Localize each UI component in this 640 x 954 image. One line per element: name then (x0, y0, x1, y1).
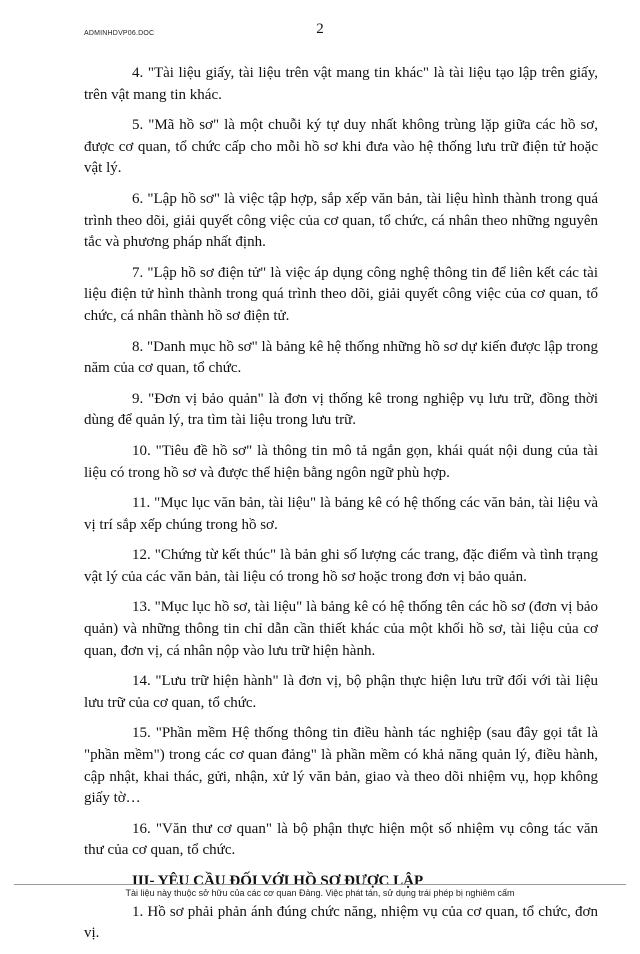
footer-notice: Tài liệu này thuộc sở hữu của các cơ quan Đảng. Việc phát tán, sử dụng trái phép bị nghiêm cấm (125, 888, 515, 898)
definition-paragraph-4: 4. "Tài liệu giấy, tài liệu trên vật mang tin khác" là tài liệu tạo lập trên giấy, trên vật mang tin khác. (84, 65, 598, 103)
definition-paragraph-14: 14. "Lưu trữ hiện hành" là đơn vị, bộ phận thực hiện lưu trữ đối với tài liệu lưu trữ của cơ quan, tổ chức. (84, 673, 598, 711)
definition-paragraph-10: 10. "Tiêu đề hồ sơ" là thông tin mô tả ngắn gọn, khái quát nội dung của tài liệu có trong hồ sơ và được thể hiện bằng ngôn ngữ phù hợp. (84, 442, 598, 481)
definition-paragraph-15: 15. "Phần mềm Hệ thống thông tin điều hành tác nghiệp (sau đây gọi tắt là "phần mềm") trong các cơ quan đảng" là phần mềm có khả năng quản lý, điều hành, cập nhật, khai thác, gửi, nhận, xử lý văn bản, giao và theo dõi nhiệm vụ, họp không giấy tờ… (84, 725, 598, 807)
definition-paragraph-8: 8. "Danh mục hồ sơ" là bảng kê hệ thống những hồ sơ dự kiến được lập trong năm của cơ quan, tổ chức. (84, 338, 598, 377)
definition-paragraph-13: 13. "Mục lục hồ sơ, tài liệu" là bảng kê có hệ thống tên các hồ sơ (đơn vị bảo quản) và những thông tin chỉ dẫn cần thiết khác của một khối hồ sơ, tài liệu của cơ quan, đơn vị, cá nhân nộp vào lưu trữ hiện hành. (84, 599, 598, 659)
definition-paragraph-5: 5. "Mã hồ sơ" là một chuỗi ký tự duy nhất không trùng lặp giữa các hồ sơ, được cơ quan, tổ chức cấp cho mỗi hồ sơ khi đưa vào hệ thống lưu trữ điện tử hoặc vật lý. (84, 117, 598, 177)
header-file-name: ADMINHDVP06.DOC (84, 30, 155, 37)
definition-paragraph-16: 16. "Văn thư cơ quan" là bộ phận thực hiện một số nhiệm vụ công tác văn thư của cơ quan, tổ chức. (84, 820, 598, 859)
page-number: 2 (316, 21, 324, 37)
document-body (84, 63, 598, 954)
section-heading: III- YÊU CẦU ĐỐI VỚI HỒ SƠ ĐƯỢC LẬP (132, 873, 424, 889)
definition-paragraph-11: 11. "Mục lục văn bản, tài liệu" là bảng kê có hệ thống các văn bản, tài liệu và vị trí sắp xếp chúng trong hồ sơ. (84, 495, 598, 533)
definition-paragraph-6: 6. "Lập hồ sơ" là việc tập hợp, sắp xếp văn bản, tài liệu hình thành trong quá trình theo dõi, giải quyết công việc của cơ quan, tổ chức, cá nhân theo những nguyên tắc và phương pháp nhất định. (84, 190, 598, 251)
definition-paragraph-9: 9. "Đơn vị bảo quản" là đơn vị thống kê trong nghiệp vụ lưu trữ, đồng thời dùng để quản lý, tra tìm tài liệu trong lưu trữ. (84, 390, 598, 429)
footer-divider (14, 884, 626, 885)
definition-paragraph-12: 12. "Chứng từ kết thúc" là bản ghi số lượng các trang, đặc điểm và tình trạng vật lý của các văn bản, tài liệu có trong hồ sơ hoặc trong đơn vị bảo quản. (84, 547, 598, 585)
requirement-paragraph-1: 1. Hồ sơ phải phản ánh đúng chức năng, nhiệm vụ của cơ quan, tổ chức, đơn vị. (84, 903, 598, 942)
definition-paragraph-7: 7. "Lập hồ sơ điện tử" là việc áp dụng công nghệ thông tin để liên kết các tài liệu điện tử hình thành trong quá trình theo dõi, giải quyết công việc của cơ quan, tổ chức, cá nhân thành hồ sơ điện tử. (84, 264, 598, 324)
